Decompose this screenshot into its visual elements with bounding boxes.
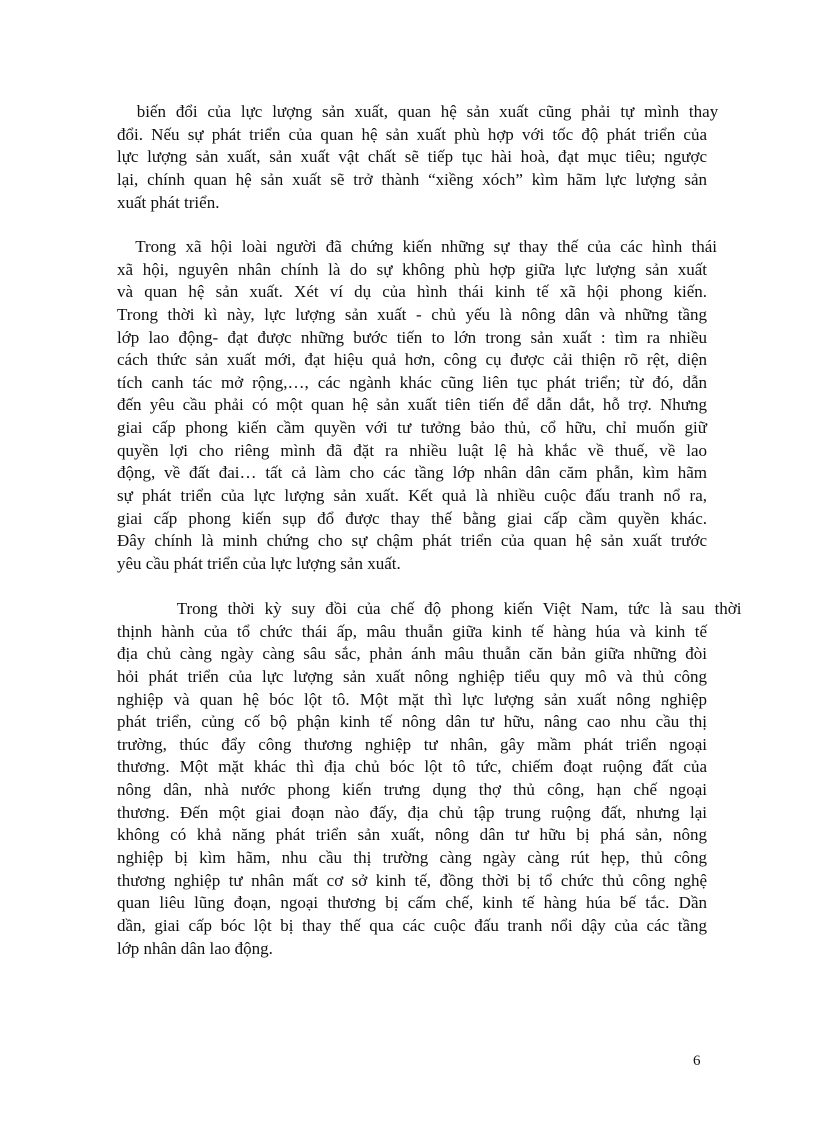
- text-line: địa chủ càng ngày càng sâu sắc, phản ánh mâu thuẫn căn bản giữa những đòi: [117, 644, 707, 664]
- text-line: thương. Đến một giai đoạn nào đấy, địa chủ tập trung ruộng đất, nhưng lại: [117, 802, 707, 822]
- paragraph: [117, 236, 718, 576]
- text-line: dần, giai cấp bóc lột bị thay thế qua các cuộc đấu tranh nổi dậy của các tầng: [117, 915, 707, 935]
- text-line: đến yêu cầu phải có một quan hệ sản xuất tiên tiến để dẫn dắt, hỗ trợ. Nhưng: [117, 395, 707, 415]
- text-line: và quan hệ sản xuất. Xét ví dụ của hình thái kinh tế xã hội phong kiến.: [117, 282, 707, 302]
- text-line: Trong thời kì này, lực lượng sản xuất - chủ yếu là nông dân và những tầng: [117, 304, 707, 324]
- text-line: yêu cầu phát triển của lực lượng sản xuất.: [117, 553, 401, 573]
- text-line: trường, thúc đẩy công thương nghiệp tư nhân, gây mầm phát triển ngoại: [117, 734, 707, 754]
- text-line: giai cấp phong kiến sụp đổ được thay thế bằng giai cấp cầm quyền khác.: [117, 508, 707, 528]
- paragraph: [117, 598, 742, 960]
- text-line: xuất phát triển.: [117, 192, 220, 212]
- text-line: giai cấp phong kiến cầm quyền với tư tưởng bảo thủ, cổ hữu, chỉ muốn giữ: [117, 418, 707, 438]
- text-line: thương. Một mặt khác thì địa chủ bóc lột tô tức, chiếm đoạt ruộng đất của: [117, 757, 707, 777]
- text-line: nông dân, nhà nước phong kiến trưng dụng thợ thủ công, hạn chế ngoại: [117, 780, 707, 800]
- text-line: tích canh tác mở rộng,…, các ngành khác cũng liên tục phát triển; từ đó, dẫn: [117, 372, 707, 392]
- text-line: thịnh hành của tổ chức thái ấp, mâu thuẫn giữa kinh tế hàng húa và kinh tế: [117, 621, 707, 641]
- text-line: thương nghiệp tư nhân mất cơ sở kinh tế, đồng thời bị tổ chức thủ công nghệ: [117, 870, 707, 890]
- text-line: biến đổi của lực lượng sản xuất, quan hệ sản xuất cũng phải tự mình thay: [117, 102, 719, 121]
- text-line: không có khả năng phát triển sản xuất, nông dân tư hữu bị phá sản, nông: [117, 825, 707, 845]
- text-line: Trong thời kỳ suy đồi của chế độ phong kiến Việt Nam, tức là sau thời: [117, 599, 742, 618]
- text-line: lực lượng sản xuất, sản xuất vật chất sẽ tiếp tục hài hoà, đạt mục tiêu; ngược: [117, 147, 707, 167]
- text-line: xã hội, nguyên nhân chính là do sự không phù hợp giữa lực lượng sản xuất: [117, 259, 707, 279]
- paragraph: [117, 101, 719, 214]
- text-line: cách thức sản xuất mới, đạt hiệu quả hơn, công cụ được cải thiện rõ rệt, diện: [117, 350, 707, 370]
- text-line: nghiệp bị kìm hãm, nhu cầu thị trường càng ngày càng rút hẹp, thủ công: [117, 848, 707, 868]
- page-number: 6: [693, 1053, 701, 1069]
- text-line: nghiệp và quan hệ bóc lột tô. Một mặt thì lực lượng sản xuất nông nghiệp: [117, 689, 707, 709]
- text-line: hỏi phát triển của lực lượng sản xuất nông nghiệp tiểu quy mô và thủ công: [117, 666, 707, 686]
- text-line: đổi. Nếu sự phát triển của quan hệ sản xuất phù hợp với tốc độ phát triển của: [117, 124, 707, 144]
- text-line: Trong xã hội loài người đã chứng kiến những sự thay thế của các hình thái: [117, 237, 718, 256]
- text-line: sự phát triển của lực lượng sản xuất. Kết quả là nhiều cuộc đấu tranh nổ ra,: [117, 486, 707, 506]
- text-line: động, về đất đai… tất cả làm cho các tầng lớp nhân dân căm phẫn, kìm hãm: [117, 463, 707, 483]
- text-line: lớp lao động- đạt được những bước tiến to lớn trong sản xuất : tìm ra nhiều: [117, 327, 707, 347]
- text-line: phát triển, củng cố bộ phận kinh tế nông dân tư hữu, nâng cao nhu cầu thị: [117, 712, 707, 732]
- text-line: lớp nhân dân lao động.: [117, 938, 273, 958]
- text-line: lại, chính quan hệ sản xuất sẽ trở thành “xiềng xóch” kìm hãm lực lượng sản: [117, 169, 707, 189]
- text-line: quan liêu lũng đoạn, ngoại thương bị cấm chế, kinh tế hàng húa bế tắc. Dần: [117, 893, 707, 913]
- text-line: Đây chính là minh chứng cho sự chậm phát triển của quan hệ sản xuất trước: [117, 531, 707, 551]
- text-line: quyền lợi cho riêng mình đã đặt ra nhiều luật lệ hà khắc về thuế, về lao: [117, 440, 707, 460]
